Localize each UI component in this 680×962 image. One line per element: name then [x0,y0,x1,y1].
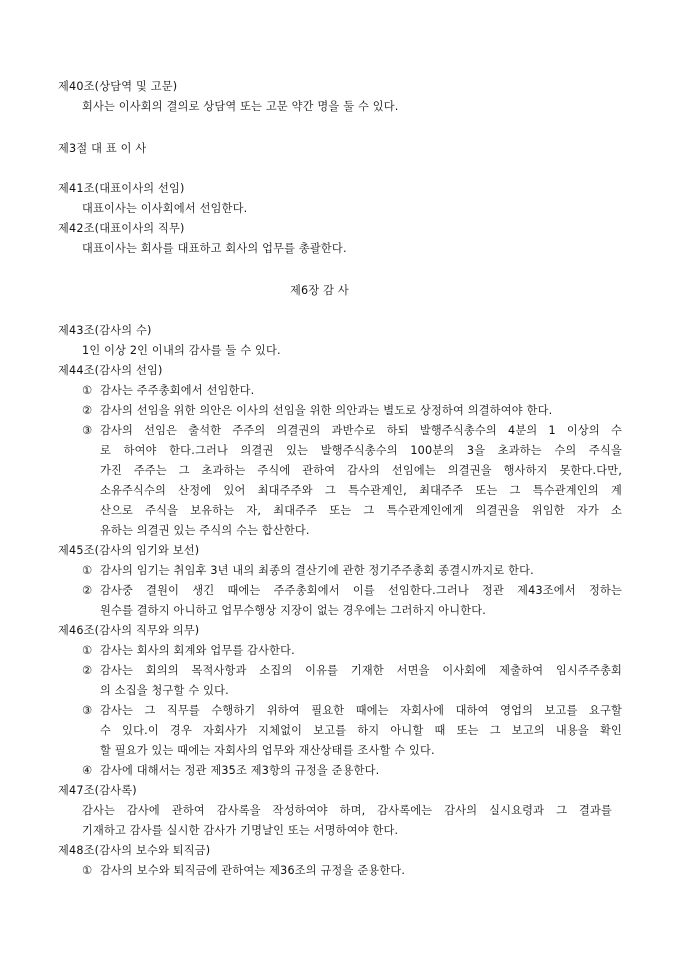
clause-line: 원수를 결하지 아니하고 업무수행상 지장이 없는 경우에는 그러하지 아니한다. [100,604,487,617]
chapter-6-title: 제6장 감 사 [290,284,349,297]
article-43-title: 제43조(감사의 수) [58,324,152,337]
article-40-body: 회사는 이사회의 결의로 상담역 또는 고문 약간 명을 둘 수 있다. [82,100,399,113]
clause-line: 수 있다.이 경우 자회사가 지체없이 보고를 하지 아니할 때 또는 그 보고의 내용을 확인 [100,724,622,737]
clause-line: 감사에 대해서는 정관 제35조 제3항의 규정을 준용한다. [100,764,380,777]
clause-number: ④ [82,764,93,777]
clause-line: 의 소집을 청구할 수 있다. [100,684,229,697]
clause-line: 감사의 보수와 퇴직금에 관하여는 제36조의 규정을 준용한다. [100,864,406,877]
clause-line: 가진 주주는 그 초과하는 주식에 관하여 감사의 선임에는 의결권을 행사하지 못한다.다만, [100,464,622,477]
clause-number: ① [82,564,93,577]
clause-line: 소유주식수의 산정에 있어 최대주주와 그 특수관계인, 최대주주 또는 그 특수관계인의 계 [100,484,622,497]
clause-number: ② [82,584,93,597]
clause-line: 감사는 그 직무를 수행하기 위하여 필요한 때에는 자회사에 대하여 영업의 보고를 요구할 [100,704,622,717]
article-45-title: 제45조(감사의 임기와 보선) [58,544,200,557]
clause-line: 감사는 회사의 회계와 업무를 감사한다. [100,644,295,657]
clause-line: 산으로 주식을 보유하는 자, 최대주주 또는 그 특수관계인에게 의결권을 위임한 자가 소 [100,504,622,517]
clause-line: 감사의 임기는 취임후 3년 내의 최종의 결산기에 관한 정기주주총회 종결시까지로 한다. [100,564,534,577]
clause-number: ① [82,644,93,657]
article-48-title: 제48조(감사의 보수와 퇴직금) [58,844,211,857]
section-3-title: 제3절 대 표 이 사 [58,142,147,155]
clause-line: 감사중 결원이 생긴 때에는 주주총회에서 이를 선임한다.그러나 정관 제43조에서 정하는 [100,584,622,597]
clause-line: 유하는 의결권 있는 주식의 수는 합산한다. [100,524,310,537]
article-47-line: 기재하고 감사를 실시한 감사가 기명날인 또는 서명하여야 한다. [82,824,399,837]
clause-line: 감사의 선임을 위한 의안은 이사의 선임을 위한 의안과는 별도로 상정하여 의결하여야 한다. [100,404,553,417]
clause-line: 로 하여야 한다.그러나 의결권 있는 발행주식총수의 100분의 3을 초과하는 수의 주식을 [100,444,622,457]
clause-number: ② [82,404,93,417]
article-41-body: 대표이사는 이사회에서 선임한다. [82,202,248,215]
article-43-body: 1인 이상 2인 이내의 감사를 둘 수 있다. [82,344,281,357]
clause-line: 감사는 주주총회에서 선임한다. [100,384,255,397]
clause-number: ① [82,864,93,877]
clause-line: 감사는 회의의 목적사항과 소집의 이유를 기재한 서면을 이사회에 제출하여 임시주주총회 [100,664,622,677]
article-42-title: 제42조(대표이사의 직무) [58,222,185,235]
article-46-title: 제46조(감사의 직무와 의무) [58,624,200,637]
article-47-title: 제47조(감사록) [58,784,137,797]
clause-line: 감사의 선임은 출석한 주주의 의결권의 과반수로 하되 발행주식총수의 4분의 1 이상의 수 [100,424,622,437]
article-40-title: 제40조(상담역 및 고문) [58,80,178,93]
clause-number: ③ [82,424,93,437]
article-41-title: 제41조(대표이사의 선임) [58,182,185,195]
clause-number: ① [82,384,93,397]
article-47-line: 감사는 감사에 관하여 감사록을 작성하여야 하며, 감사록에는 감사의 실시요령과 그 결과를 [82,804,612,817]
clause-number: ② [82,664,93,677]
article-44-title: 제44조(감사의 선임) [58,364,163,377]
clause-line: 할 필요가 있는 때에는 자회사의 업무와 재산상태를 조사할 수 있다. [100,744,435,757]
article-42-body: 대표이사는 회사를 대표하고 회사의 업무를 총괄한다. [82,242,347,255]
clause-number: ③ [82,704,93,717]
